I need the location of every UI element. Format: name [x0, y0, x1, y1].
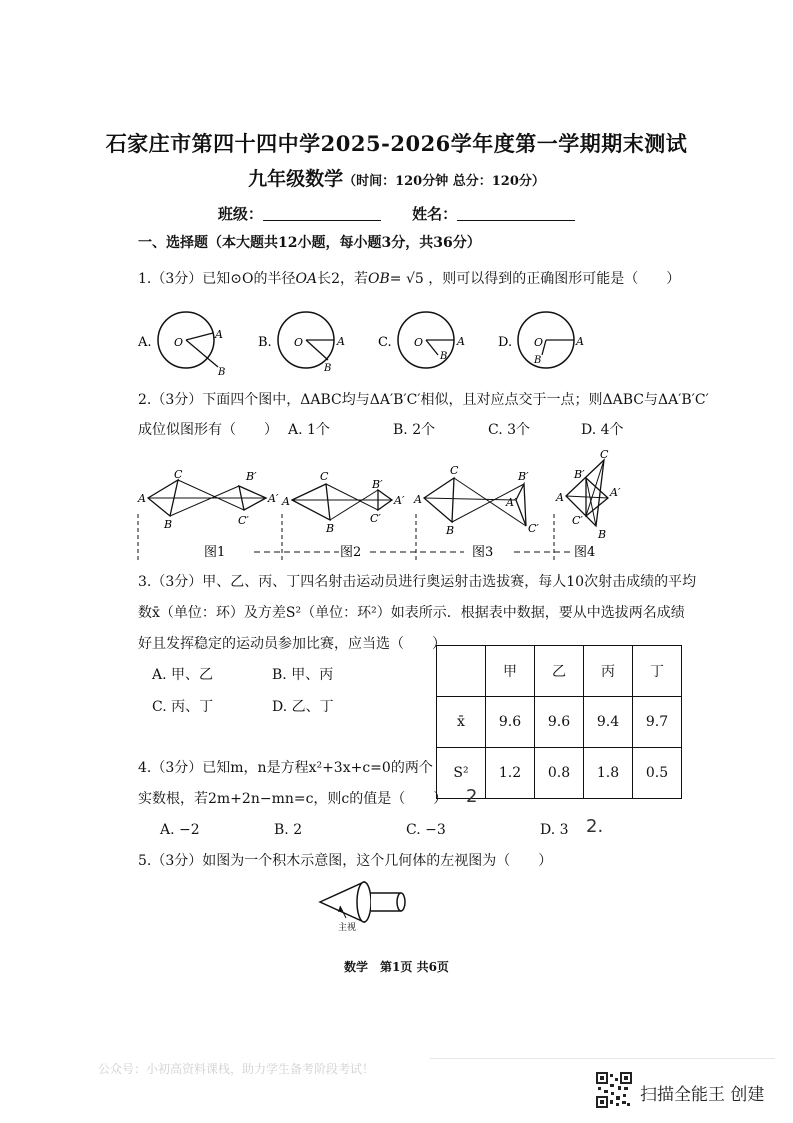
table-cell: 9.6: [486, 697, 535, 748]
question-5: [138, 851, 552, 871]
q4-line2: 实数根，若2m+2n−mn=c，则c的值是（ ）: [138, 791, 448, 807]
q3-points: （3分）: [151, 574, 203, 590]
svg-text:A: A: [282, 495, 290, 508]
q3-option-b[interactable]: B. 甲、丙: [272, 667, 334, 683]
table-row: [437, 697, 682, 748]
q4-line1: 已知m，n是方程x²+3x+c=0的两个: [202, 760, 433, 776]
table-header-cell: 甲: [486, 646, 535, 697]
q2-figures-svg: [134, 448, 644, 566]
q4-option-c[interactable]: C. −3: [406, 822, 446, 838]
q4-points: （3分）: [151, 760, 203, 776]
q2-points: （3分）: [151, 392, 203, 408]
subject-grade: 九年级数学: [248, 168, 344, 190]
svg-text:B: B: [164, 518, 173, 531]
q1-option-c[interactable]: [378, 312, 465, 368]
q1-var-oa: OA: [295, 271, 318, 287]
q1-d-b: B: [534, 355, 542, 366]
q1-a-o: O: [174, 336, 184, 349]
name-label: 姓名：: [412, 205, 458, 223]
q1-opt-d-label: D.: [498, 335, 513, 350]
q1-points: （3分）: [151, 271, 203, 287]
table-cell: S²: [437, 748, 486, 799]
q1-c-o: O: [414, 336, 424, 349]
q2-option-d[interactable]: D. 4个: [581, 422, 624, 438]
svg-text:B: B: [598, 528, 607, 541]
question-1: [138, 269, 680, 289]
svg-text:A′: A′: [268, 492, 279, 505]
table-header-cell: 丙: [584, 646, 633, 697]
student-fields: [0, 203, 793, 224]
q3-option-c[interactable]: C. 丙、丁: [152, 699, 214, 715]
q2-figure-1: [137, 468, 279, 531]
time-info: （时间：120分钟 总分：120分）: [343, 174, 545, 189]
q2-fig1-label: 图1: [204, 545, 226, 560]
table-cell: 0.8: [535, 748, 584, 799]
q3-line1: 甲、乙、丙、丁四名射击运动员进行奥运射击选拔赛，每人10次射击成绩的平均: [202, 574, 697, 590]
question-3-line1: [138, 572, 696, 592]
svg-text:C′: C′: [238, 514, 249, 527]
svg-text:C: C: [320, 470, 329, 483]
svg-text:C′: C′: [370, 512, 381, 525]
q4-option-a[interactable]: A. −2: [160, 822, 200, 838]
section-heading: 一、选择题（本大题共12小题，每小题3分，共36分）: [138, 235, 481, 251]
q5-figure: [316, 876, 416, 936]
q2-num: 2.: [138, 392, 152, 408]
table-header-cell: [437, 646, 486, 697]
svg-text:B: B: [326, 522, 335, 535]
q2-fig2-label: 图2: [340, 545, 362, 560]
svg-text:B′: B′: [372, 478, 383, 491]
q1-a-a: A: [215, 328, 223, 341]
q1-text-b: 长2，若: [317, 271, 369, 287]
exam-title: 石家庄市第四十四中学2025-2026学年度第一学期期末测试: [105, 131, 688, 156]
svg-text:A: A: [138, 492, 146, 505]
svg-text:C′: C′: [572, 514, 583, 527]
table-row: [437, 646, 682, 697]
name-field[interactable]: [457, 206, 575, 221]
q4-num: 4.: [138, 760, 152, 776]
q4-handwritten-mark: 2.: [586, 816, 604, 837]
svg-text:B′: B′: [574, 468, 585, 481]
svg-text:C: C: [600, 448, 609, 461]
watermark-text: 公众号：小初高资料课栈，助力学生备考阶段考试！: [98, 1062, 375, 1076]
q4-option-b[interactable]: B. 2: [274, 822, 303, 838]
q1-c-a: A: [457, 335, 465, 348]
svg-text:C: C: [450, 464, 459, 477]
q2-figure-3: [413, 464, 539, 537]
q1-var-ob: OB: [368, 271, 390, 287]
table-header-cell: 乙: [535, 646, 584, 697]
q2-figures: [134, 448, 644, 566]
svg-text:A: A: [414, 493, 422, 506]
q5-text: 如图为一个积木示意图，这个几何体的左视图为（ ）: [202, 853, 553, 869]
q1-b-a: A: [337, 335, 345, 348]
q3-option-d[interactable]: D. 乙、丁: [272, 699, 334, 715]
qr-code-icon: [596, 1072, 632, 1108]
subtitle: [0, 164, 793, 191]
table-cell: 9.6: [535, 697, 584, 748]
q1-b-ob: [306, 340, 328, 360]
svg-text:A′: A′: [394, 494, 405, 507]
footer-divider: [430, 1058, 775, 1059]
q2-figure-2: [281, 470, 405, 535]
question-2-line2: [138, 420, 658, 440]
q4-handwritten-answer: 2: [466, 786, 478, 807]
q1-text-a: 已知⊙O的半径: [202, 271, 296, 287]
table-cell: 9.4: [584, 697, 633, 748]
q1-options-svg: [138, 305, 698, 375]
q1-a-oa: [186, 333, 213, 340]
table-cell: 1.8: [584, 748, 633, 799]
q1-opt-a-label: A.: [138, 335, 152, 350]
q1-opt-b-label: B.: [258, 335, 272, 350]
q5-figure-svg: [316, 876, 416, 936]
q3-num: 3.: [138, 574, 152, 590]
svg-text:B: B: [446, 524, 455, 537]
scanner-credit: 扫描全能王 创建: [640, 1085, 765, 1105]
q1-a-b: B: [218, 367, 226, 375]
class-field[interactable]: [263, 206, 381, 221]
table-cell: 9.7: [633, 697, 682, 748]
table-cell: x̄: [437, 697, 486, 748]
table-header-cell: 丁: [633, 646, 682, 697]
svg-text:B′: B′: [518, 470, 529, 483]
q2-option-c[interactable]: C. 3个: [488, 422, 531, 438]
q1-num: 1.: [138, 271, 152, 287]
question-2-line1: [138, 390, 709, 410]
q5-points: （3分）: [151, 853, 203, 869]
q2-line2: 成位似图形有（ ）: [138, 422, 278, 438]
q1-c-b: B: [440, 351, 448, 362]
q5-cone-base: [357, 882, 371, 922]
q2-fig3-label: 图3: [472, 545, 494, 560]
q2-line1: 下面四个图中，ΔABC均与ΔA′B′C′相似，且对应点交于一点；则ΔABC与ΔA′B′C′: [202, 392, 709, 408]
page-footer: 数学 第1页 共6页: [344, 960, 449, 974]
svg-text:C: C: [174, 468, 183, 481]
q1-d-a: A: [576, 335, 584, 348]
q5-num: 5.: [138, 853, 152, 869]
q5-cylinder-end: [397, 893, 405, 911]
class-label: 班级：: [217, 205, 263, 223]
q2-option-a[interactable]: A. 1个: [288, 422, 330, 438]
q3-option-a[interactable]: A. 甲、乙: [152, 667, 214, 683]
table-cell: 0.5: [633, 748, 682, 799]
q1-c-ob: [426, 340, 438, 355]
q5-fig-label: 主视: [338, 923, 357, 933]
q3-line3: 好且发挥稳定的运动员参加比赛，应当选（ ）: [138, 636, 446, 652]
svg-text:A′: A′: [506, 496, 517, 509]
q1-b-b: B: [324, 363, 332, 374]
svg-text:C′: C′: [528, 522, 539, 535]
q1-option-b[interactable]: [258, 312, 345, 374]
question-4-line1: [138, 758, 433, 778]
svg-text:A: A: [556, 491, 564, 504]
q1-b-o: O: [294, 336, 304, 349]
q2-option-b[interactable]: B. 2个: [393, 422, 436, 438]
svg-text:A′: A′: [610, 486, 621, 499]
q2-fig4-label: 图4: [574, 545, 596, 560]
q3-line2: 数x̄（单位：环）及方差S²（单位：环²）如表所示．根据表中数据，要从中选拔两名成绩: [138, 605, 685, 621]
q1-options: [138, 305, 698, 375]
q4-option-d[interactable]: D. 3: [540, 822, 569, 838]
q3-score-table: [436, 645, 682, 799]
table-cell: 1.2: [486, 748, 535, 799]
q2-figure-4: [555, 448, 621, 541]
q1-d-o: O: [534, 336, 544, 349]
q1-text-c: = √5 ，则可以得到的正确图形可能是（ ）: [389, 271, 681, 287]
q1-option-d[interactable]: [498, 312, 584, 368]
q1-option-a[interactable]: [138, 312, 225, 375]
svg-text:B′: B′: [246, 470, 257, 483]
q1-opt-c-label: C.: [378, 335, 392, 350]
